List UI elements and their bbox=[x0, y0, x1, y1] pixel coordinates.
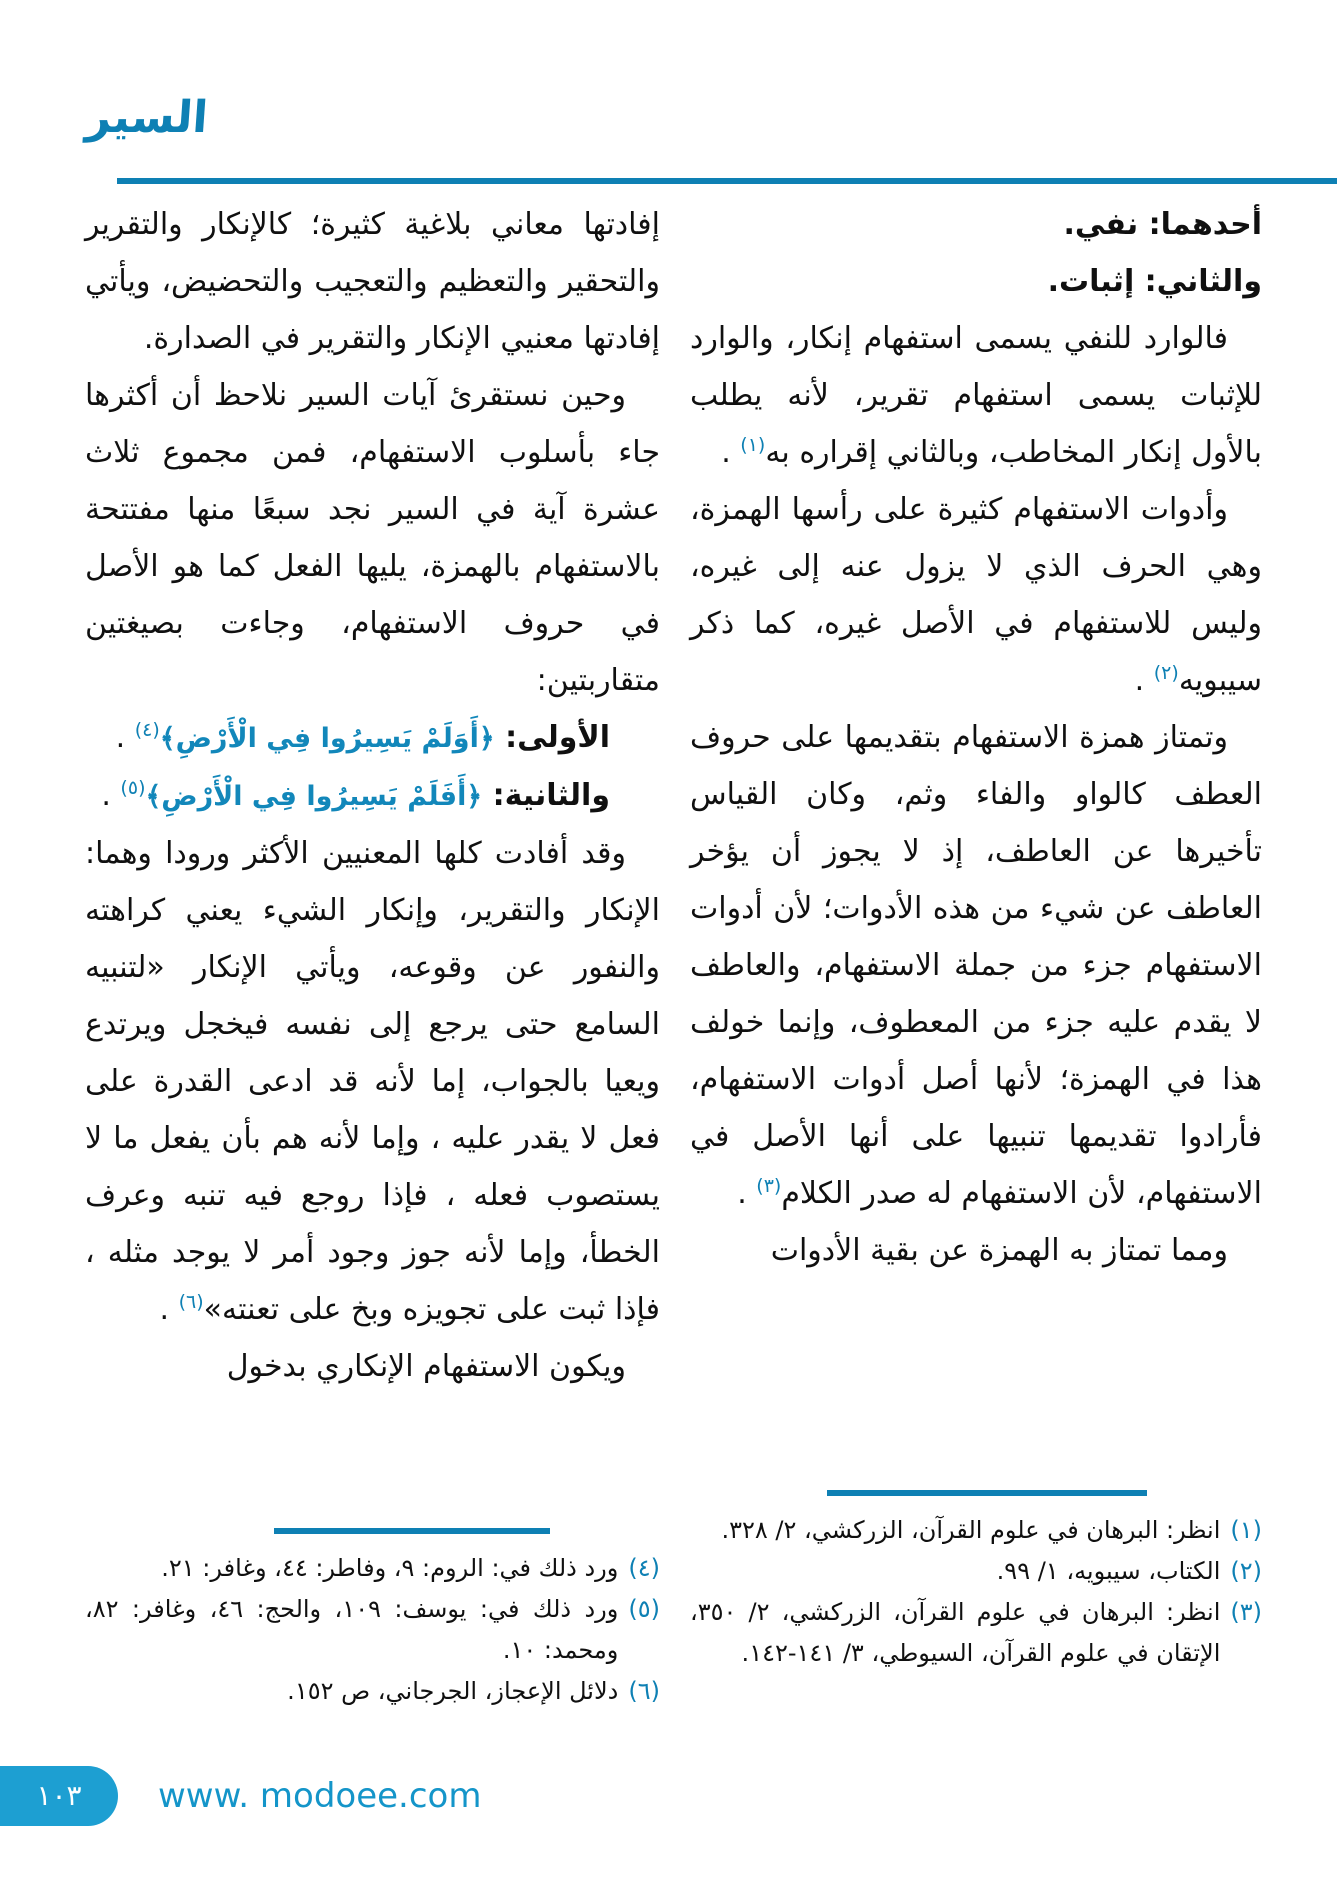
footnote-number: (٥) bbox=[628, 1595, 660, 1623]
right-footnotes bbox=[690, 1490, 1262, 1674]
text-segment: والثانية: bbox=[482, 778, 610, 813]
footnote-ref: (٦) bbox=[178, 1291, 204, 1313]
footnote-number: (٤) bbox=[628, 1554, 660, 1582]
footnote bbox=[690, 1510, 1262, 1551]
paragraph bbox=[85, 367, 660, 709]
text-segment: الأولى: bbox=[494, 720, 610, 755]
paragraph bbox=[690, 1222, 1262, 1279]
footnote-text: ورد ذلك في: يوسف: ١٠٩، والحج: ٤٦، وغافر: ٨٢، ومحمد: ١٠. bbox=[85, 1595, 619, 1664]
website-url: www. modoee.com bbox=[158, 1776, 482, 1816]
text-segment: وأدوات الاستفهام كثيرة على رأسها الهمزة، وهي الحرف الذي لا يزول عنه إلى غيره، وليس للاستفهام في الأصل غيره، كما ذكر سيبويه bbox=[690, 492, 1262, 698]
page-number-tab bbox=[0, 1766, 118, 1826]
quran-verse: ﴿أَوَلَمْ يَسِيرُوا فِي الْأَرْضِ﴾ bbox=[159, 723, 495, 754]
text-segment: أحدهما: نفي. bbox=[1063, 207, 1262, 242]
paragraph bbox=[85, 196, 660, 367]
footnote-ref: (٥) bbox=[120, 777, 146, 799]
footnote bbox=[690, 1592, 1262, 1674]
footnote-text: دلائل الإعجاز، الجرجاني، ص ١٥٢. bbox=[287, 1677, 619, 1705]
text-segment: فالوارد للنفي يسمى استفهام إنكار، والوارد للإثبات يسمى استفهام تقرير، لأنه يطلب بالأول إنكار المخاطب، وبالثاني إقراره به bbox=[690, 321, 1262, 470]
text-segment: وقد أفادت كلها المعنيين الأكثر ورودا وهما: الإنكار والتقرير، وإنكار الشيء يعني كراهته والنفور عن وقوعه، ويأتي الإنكار «لتنبيه السامع حتى يرجع إلى نفسه فيخجل ويرتدع ويعيا بالجواب، إما لأنه قد ادعى القدرة على فعل لا يقدر عليه ، وإما لأنه هم بأن يفعل ما لا يستصوب فعله ، فإذا روجع فيه تنبه وعرف الخطأ، وإما لأنه جوز وجود أمر لا يوجد مثله ، فإذا ثبت على تجويزه وبخ على تعنته» bbox=[85, 836, 660, 1327]
text-segment: وحين نستقرئ آيات السير نلاحظ أن أكثرها جاء بأسلوب الاستفهام، فمن مجموع ثلاث عشرة آية في السير نجد سبعًا منها مفتتحة بالاستفهام بالهمزة، يليها الفعل كما هو الأصل في حروف الاستفهام، وجاءت بصيغتين متقاربتين: bbox=[85, 378, 660, 698]
footnote bbox=[85, 1589, 660, 1671]
paragraph bbox=[690, 481, 1262, 709]
verse-line bbox=[85, 709, 660, 767]
footnote-ref: (٤) bbox=[134, 719, 160, 741]
paragraph bbox=[690, 253, 1262, 310]
quran-verse: ﴿أَفَلَمْ يَسِيرُوا فِي الْأَرْضِ﴾ bbox=[145, 781, 483, 812]
paragraph bbox=[85, 1338, 660, 1395]
text-segment: . bbox=[115, 720, 135, 755]
text-segment: . bbox=[159, 1292, 179, 1327]
verse-line bbox=[85, 767, 660, 825]
text-segment: . bbox=[1134, 663, 1154, 698]
text-segment: والثاني: إثبات. bbox=[1047, 264, 1262, 299]
left-text-column bbox=[85, 196, 660, 1395]
text-segment: وتمتاز همزة الاستفهام بتقديمها على حروف العطف كالواو والفاء وثم، وكان القياس تأخيرها عن العاطف، إذ لا يجوز أن يؤخر العاطف عن شيء من هذه الأدوات؛ لأن أدوات الاستفهام جزء من جملة الاستفهام، والعاطف لا يقدم عليه جزء من المعطوف، وإنما خولف هذا في الهمزة؛ لأنها أصل أدوات الاستفهام، فأرادوا تقديمها تنبيها على أنها الأصل في الاستفهام، لأن الاستفهام له صدر الكلام bbox=[690, 720, 1262, 1211]
text-segment: ويكون الاستفهام الإنكاري بدخول bbox=[226, 1349, 626, 1384]
footnote-text: الكتاب، سيبويه، ١/ ٩٩. bbox=[996, 1557, 1221, 1585]
page-number: ١٠٣ bbox=[36, 1779, 82, 1812]
footnote bbox=[85, 1548, 660, 1589]
right-text-column bbox=[690, 196, 1262, 1279]
footnote-ref: (٣) bbox=[756, 1175, 782, 1197]
paragraph bbox=[690, 709, 1262, 1222]
footnote-list bbox=[690, 1510, 1262, 1674]
footnote-text: ورد ذلك في: الروم: ٩، وفاطر: ٤٤، وغافر: ٢١. bbox=[161, 1554, 619, 1582]
text-segment: . bbox=[737, 1176, 757, 1211]
footnote-ref: (٢) bbox=[1153, 662, 1179, 684]
footnote-number: (٣) bbox=[1230, 1598, 1262, 1626]
paragraph bbox=[85, 825, 660, 1338]
text-segment: إفادتها معاني بلاغية كثيرة؛ كالإنكار والتقرير والتحقير والتعظيم والتعجيب والتحضيض، ويأتي إفادتها معنيي الإنكار والتقرير في الصدارة. bbox=[85, 207, 660, 356]
paragraph bbox=[690, 310, 1262, 481]
footnote bbox=[690, 1551, 1262, 1592]
footnote-ref: (١) bbox=[740, 434, 766, 456]
header-divider bbox=[117, 178, 1337, 184]
text-segment: ومما تمتاز به الهمزة عن بقية الأدوات bbox=[770, 1233, 1228, 1268]
footnote-divider bbox=[827, 1490, 1147, 1496]
footnote-number: (١) bbox=[1230, 1516, 1262, 1544]
footnote-text: انظر: البرهان في علوم القرآن، الزركشي، ٢/ ٣٥٠، الإتقان في علوم القرآن، السيوطي، ٣/ ١٤١-١٤٢. bbox=[690, 1598, 1221, 1667]
footnote-list bbox=[85, 1548, 660, 1712]
footnote-text: انظر: البرهان في علوم القرآن، الزركشي، ٢/ ٣٢٨. bbox=[721, 1516, 1221, 1544]
paragraph bbox=[690, 196, 1262, 253]
left-footnotes bbox=[85, 1528, 660, 1712]
text-segment: . bbox=[721, 435, 741, 470]
footnote-divider bbox=[274, 1528, 550, 1534]
text-segment: . bbox=[101, 778, 121, 813]
footnote-number: (٦) bbox=[628, 1677, 660, 1705]
series-logo: السير bbox=[84, 92, 210, 143]
footnote-number: (٢) bbox=[1230, 1557, 1262, 1585]
footnote bbox=[85, 1671, 660, 1712]
